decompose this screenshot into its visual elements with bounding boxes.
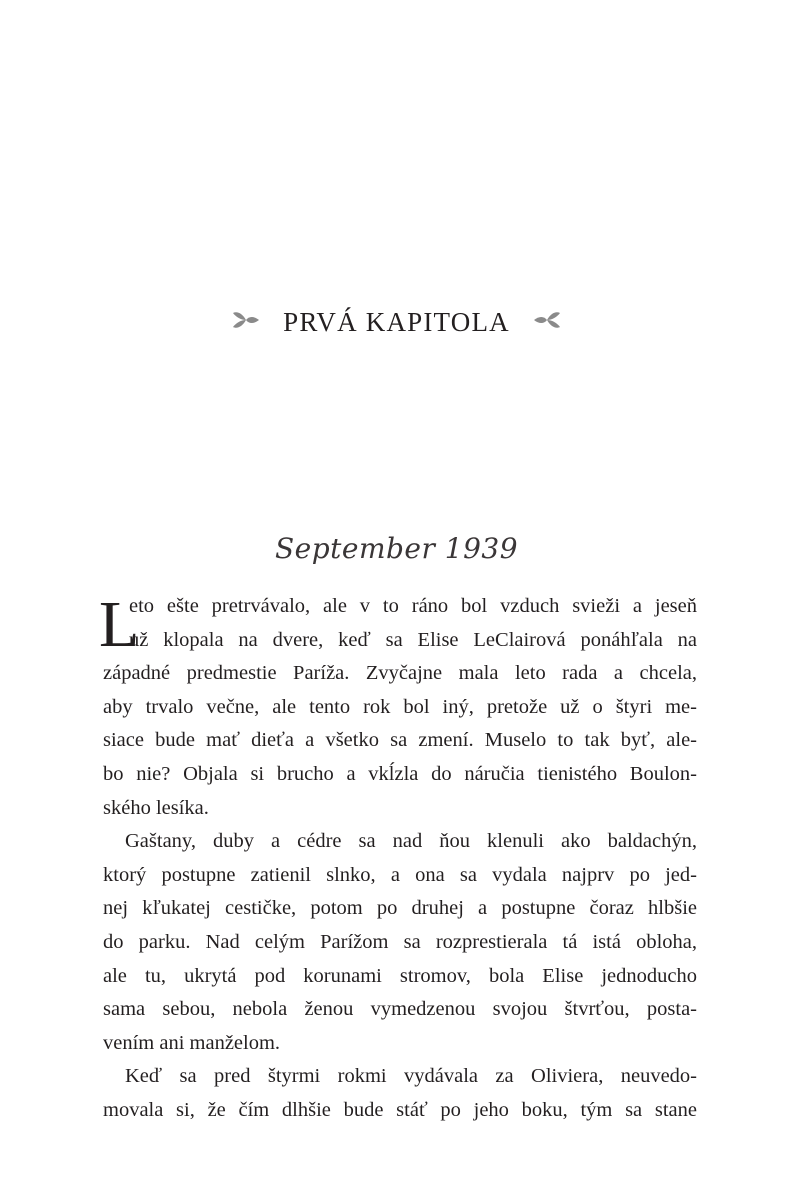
drop-cap: L bbox=[99, 588, 140, 661]
text-line: ale tu, ukrytá pod korunami stromov, bola Elise jednoducho bbox=[103, 964, 697, 987]
text-line: siace bude mať dieťa a všetko sa zmení. Muselo to tak byť, ale- bbox=[103, 729, 697, 752]
text-line: ského lesíka. bbox=[103, 796, 209, 819]
text-line: bo nie? Objala si brucho a vkĺzla do náručia tienistého Boulon- bbox=[103, 762, 697, 785]
text-line: aby trvalo večne, ale tento rok bol iný, pretože už o štyri me- bbox=[103, 695, 697, 718]
text-line: do parku. Nad celým Parížom sa rozprestierala tá istá obloha, bbox=[103, 930, 697, 953]
date-heading: September 1939 bbox=[274, 532, 519, 565]
chapter-title: PRVÁ KAPITOLA bbox=[283, 306, 510, 337]
leaf-ornament-icon bbox=[532, 305, 562, 335]
body-text bbox=[99, 588, 697, 1128]
text-line: movala si, že čím dlhšie bude stáť po jeho boku, tým sa stane bbox=[103, 1098, 697, 1121]
text-line: Gaštany, duby a cédre sa nad ňou klenuli ako baldachýn, bbox=[125, 830, 697, 853]
text-line: Keď sa pred štyrmi rokmi vydávala za Oliviera, neuvedo- bbox=[125, 1065, 697, 1088]
text-line: ktorý postupne zatienil slnko, a ona sa vydala najprv po jed- bbox=[103, 863, 697, 886]
chapter-heading bbox=[0, 296, 793, 344]
text-line: už klopala na dvere, keď sa Elise LeClairová ponáhľala na bbox=[129, 628, 697, 651]
text-line: eto ešte pretrvávalo, ale v to ráno bol vzduch svieži a jeseň bbox=[129, 595, 697, 617]
text-line: západné predmestie Paríža. Zvyčajne mala leto rada a chcela, bbox=[103, 662, 697, 685]
text-line: vením ani manželom. bbox=[103, 1031, 281, 1054]
text-line: nej kľukatej cestičke, potom po druhej a postupne čoraz hlbšie bbox=[103, 897, 697, 920]
text-line: sama sebou, nebola ženou vymedzenou svojou štvrťou, posta- bbox=[103, 998, 697, 1021]
leaf-ornament-icon bbox=[231, 305, 261, 335]
